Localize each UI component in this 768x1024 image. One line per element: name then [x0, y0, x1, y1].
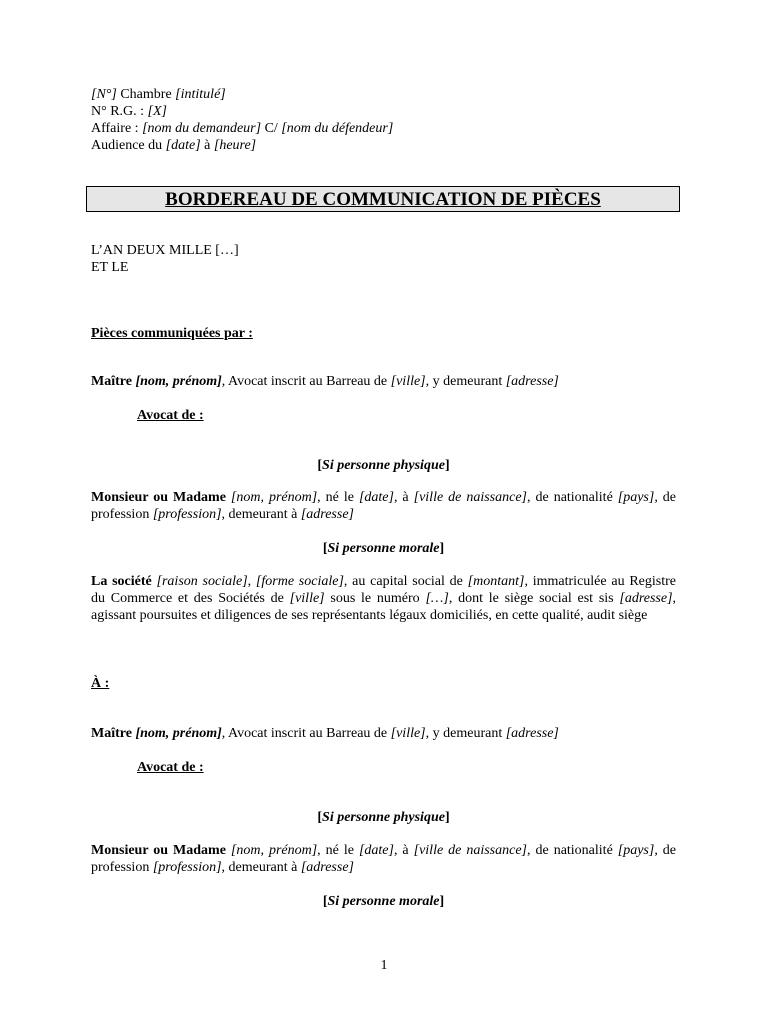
text: , né le	[317, 490, 354, 505]
text: , dont le siège social est sis	[448, 591, 614, 606]
maitre-adresse: [adresse]	[505, 374, 559, 389]
text: , agissant poursuites et diligences de ses représentants légaux domiciliés, en cette qualité, audit siège	[91, 591, 677, 623]
audience-date: [date]	[165, 138, 201, 153]
maitre-label: Maître	[91, 726, 132, 741]
physique-paragraph-1	[91, 489, 676, 523]
morale-tag-2	[91, 893, 676, 910]
rg-line	[91, 103, 167, 120]
audience-label: Audience du	[91, 138, 163, 153]
defendeur: [nom du défendeur]	[281, 121, 394, 136]
text: , de profession	[91, 843, 677, 875]
chamber-number: [N°]	[91, 87, 117, 102]
chamber-word: Chambre	[120, 87, 172, 102]
bracket-close: ]	[444, 458, 450, 473]
morale-tag-1	[91, 540, 676, 557]
physique-paragraph-2	[91, 842, 676, 876]
text: , immatriculée au Registre du Commerce et des Sociétés de	[91, 574, 677, 606]
maitre-label: Maître	[91, 374, 132, 389]
avocat-de-text: Avocat de :	[137, 760, 204, 775]
text: , de nationalité	[527, 490, 613, 505]
maitre-adresse: [adresse]	[505, 726, 559, 741]
bracket-close: ]	[444, 810, 450, 825]
morale-raison: [raison sociale]	[156, 574, 248, 589]
morale-label: La société	[91, 574, 152, 589]
maitre-ville: [ville]	[390, 374, 426, 389]
avocat-de-text: Avocat de :	[137, 408, 204, 423]
physique-label: Monsieur ou Madame	[91, 843, 226, 858]
text: , à	[393, 843, 409, 858]
text: sous le numéro	[330, 591, 420, 606]
avocat-de-1	[137, 407, 204, 424]
morale-tag-label: Si personne morale	[327, 894, 440, 909]
document-title: BORDEREAU DE COMMUNICATION DE PIÈCES	[165, 189, 601, 210]
text: , demeurant à	[221, 860, 298, 875]
morale-adresse: [adresse]	[619, 591, 673, 606]
a-heading	[91, 675, 109, 692]
physique-adresse: [adresse]	[300, 507, 354, 522]
text: , à	[393, 490, 409, 505]
maitre-name: [nom, prénom]	[135, 726, 222, 741]
audience-a: à	[204, 138, 211, 153]
physique-date: [date]	[358, 490, 394, 505]
demandeur: [nom du demandeur]	[142, 121, 262, 136]
physique-profession: [profession]	[152, 507, 222, 522]
morale-numero: […]	[425, 591, 449, 606]
maitre-ville: [ville]	[390, 726, 426, 741]
page-number: 1	[380, 958, 388, 973]
bracket-open: [	[322, 894, 328, 909]
avocat-de-2	[137, 759, 204, 776]
bracket-close: ]	[439, 894, 445, 909]
physique-adresse: [adresse]	[300, 860, 354, 875]
physique-tag-label: Si personne physique	[322, 458, 445, 473]
rg-value: [X]	[147, 104, 167, 119]
physique-ville-naissance: [ville de naissance]	[413, 490, 528, 505]
morale-paragraph	[91, 573, 676, 624]
title-box	[86, 186, 680, 212]
text: , de nationalité	[527, 843, 613, 858]
maitre-line-1	[91, 373, 559, 390]
physique-tag-2	[91, 809, 676, 826]
bracket-open: [	[322, 541, 328, 556]
text: ,	[247, 574, 252, 589]
chamber-line	[91, 86, 226, 103]
physique-pays: [pays]	[617, 843, 655, 858]
physique-date: [date]	[358, 843, 394, 858]
physique-pays: [pays]	[617, 490, 655, 505]
rg-label: N° R.G. :	[91, 104, 145, 119]
text: , demeurant à	[221, 507, 298, 522]
physique-tag-label: Si personne physique	[322, 810, 445, 825]
physique-name: [nom, prénom]	[230, 843, 318, 858]
contre: C/	[264, 121, 278, 136]
morale-tag-label: Si personne morale	[327, 541, 440, 556]
pieces-par-heading-text: Pièces communiquées par :	[91, 326, 253, 341]
audience-heure: [heure]	[213, 138, 257, 153]
audience-line	[91, 137, 256, 154]
year-line: L’AN DEUX MILLE […]	[91, 243, 239, 258]
affaire-line	[91, 120, 393, 137]
physique-label: Monsieur ou Madame	[91, 490, 226, 505]
maitre-text2: , y demeurant	[425, 374, 503, 389]
bracket-open: [	[317, 810, 323, 825]
et-le-line: ET LE	[91, 260, 129, 275]
text: , de profession	[91, 490, 677, 522]
maitre-text2: , y demeurant	[425, 726, 503, 741]
morale-ville: [ville]	[289, 591, 325, 606]
physique-ville-naissance: [ville de naissance]	[413, 843, 528, 858]
morale-montant: [montant]	[467, 574, 525, 589]
a-heading-text: À :	[91, 676, 110, 691]
affaire-label: Affaire :	[91, 121, 139, 136]
text: , né le	[317, 843, 354, 858]
maitre-text: , Avocat inscrit au Barreau de	[221, 374, 388, 389]
physique-profession: [profession]	[152, 860, 222, 875]
chamber-title: [intitulé]	[175, 87, 226, 102]
text: , au capital social de	[343, 574, 463, 589]
maitre-name: [nom, prénom]	[135, 374, 222, 389]
bracket-open: [	[317, 458, 323, 473]
physique-tag-1	[91, 457, 676, 474]
pieces-par-heading	[91, 325, 253, 342]
morale-forme: [forme sociale]	[255, 574, 344, 589]
maitre-line-2	[91, 725, 559, 742]
maitre-text: , Avocat inscrit au Barreau de	[221, 726, 388, 741]
physique-name: [nom, prénom]	[230, 490, 318, 505]
bracket-close: ]	[439, 541, 445, 556]
